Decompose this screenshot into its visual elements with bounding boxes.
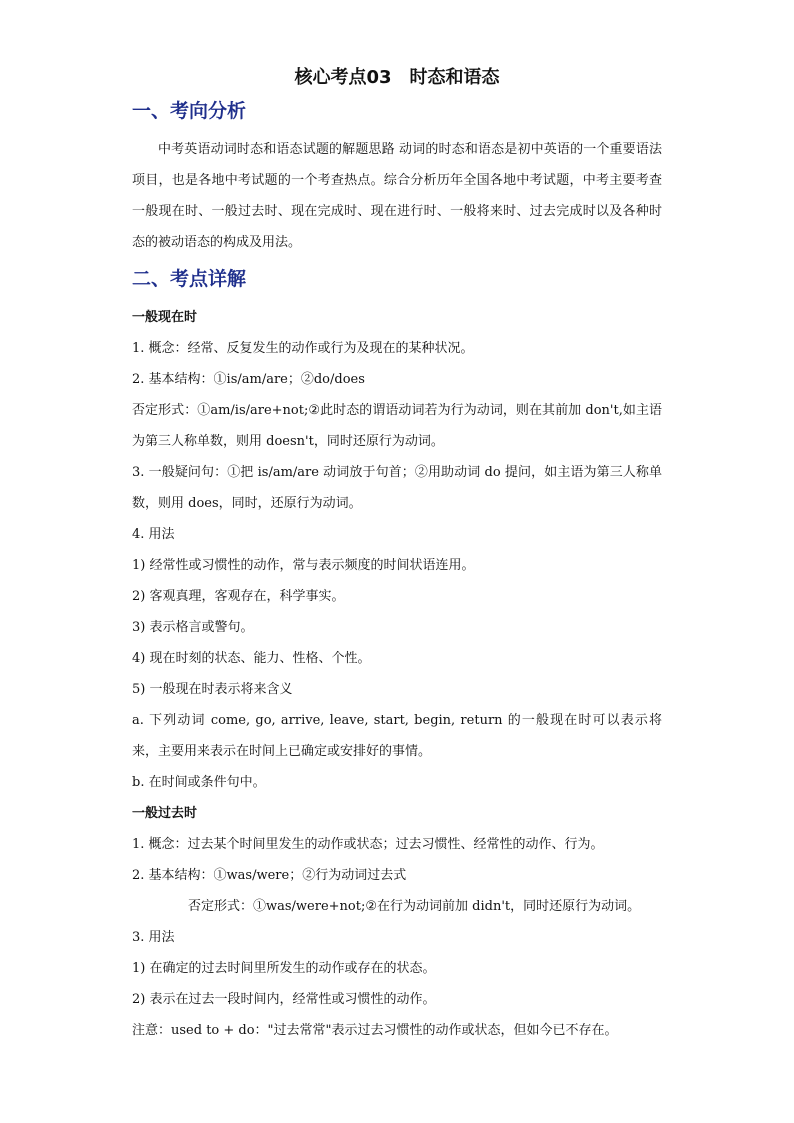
past-note: 注意：used to + do："过去常常"表示过去习惯性的动作或状态，但如今已不存在。 (132, 1023, 618, 1038)
present-usage-5: 5) 一般现在时表示将来含义 (132, 682, 293, 697)
past-structure: 2. 基本结构：①was/were；②行为动词过去式 (132, 868, 407, 883)
past-usage-label: 3. 用法 (132, 930, 175, 945)
present-usage-5b: b. 在时间或条件句中。 (132, 775, 266, 790)
present-usage-4: 4) 现在时刻的状态、能力、性格、个性。 (132, 651, 371, 666)
past-tense-heading: 一般过去时 (132, 806, 198, 821)
document-title: 核心考点03 时态和语态 (294, 67, 500, 88)
analysis-paragraph: 中考英语动词时态和语态试题的解题思路 动词的时态和语态是初中英语的一个重要语法项目，也是各地中考试题的一个考查热点。综合分析历年全国各地中考试题，中考主要考查一般现在时、一般过去时、现在完成时、现在进行时、一般将来时、过去完成时以及各种时态的被动语态的构成及用法。 (132, 142, 662, 250)
present-concept: 1. 概念：经常、反复发生的动作或行为及现在的某种状况。 (132, 341, 474, 356)
past-usage-2: 2) 表示在过去一段时间内，经常性或习惯性的动作。 (132, 992, 436, 1007)
present-usage-2: 2) 客观真理，客观存在，科学事实。 (132, 589, 345, 604)
present-usage-3: 3) 表示格言或警句。 (132, 620, 254, 635)
past-usage-1: 1) 在确定的过去时间里所发生的动作或存在的状态。 (132, 961, 436, 976)
present-question: 3. 一般疑问句：①把 is/am/are 动词放于句首；②用助动词 do 提问，如主语为第三人称单数，则用 does，同时，还原行为动词。 (132, 465, 662, 511)
present-negative: 否定形式：①am/is/are+not;②此时态的谓语动词若为行为动词，则在其前加 don't,如主语为第三人称单数，则用 doesn't，同时还原行为动词。 (132, 403, 662, 449)
past-negative: 否定形式：①was/were+not;②在行为动词前加 didn't，同时还原行为动词。 (188, 899, 641, 914)
present-tense-heading: 一般现在时 (132, 310, 198, 325)
section-heading-details: 二、考点详解 (132, 268, 247, 290)
past-concept: 1. 概念：过去某个时间里发生的动作或状态；过去习惯性、经常性的动作、行为。 (132, 837, 604, 852)
present-usage-5a: a. 下列动词 come, go, arrive, leave, start, begin, return 的一般现在时可以表示将来，主要用来表示在时间上已确定或安排好的事情。 (132, 713, 662, 759)
present-usage-1: 1) 经常性或习惯性的动作，常与表示频度的时间状语连用。 (132, 558, 475, 573)
section-heading-analysis: 一、考向分析 (132, 100, 247, 122)
present-usage-label: 4. 用法 (132, 527, 175, 542)
present-structure: 2. 基本结构：①is/am/are；②do/does (132, 372, 365, 387)
